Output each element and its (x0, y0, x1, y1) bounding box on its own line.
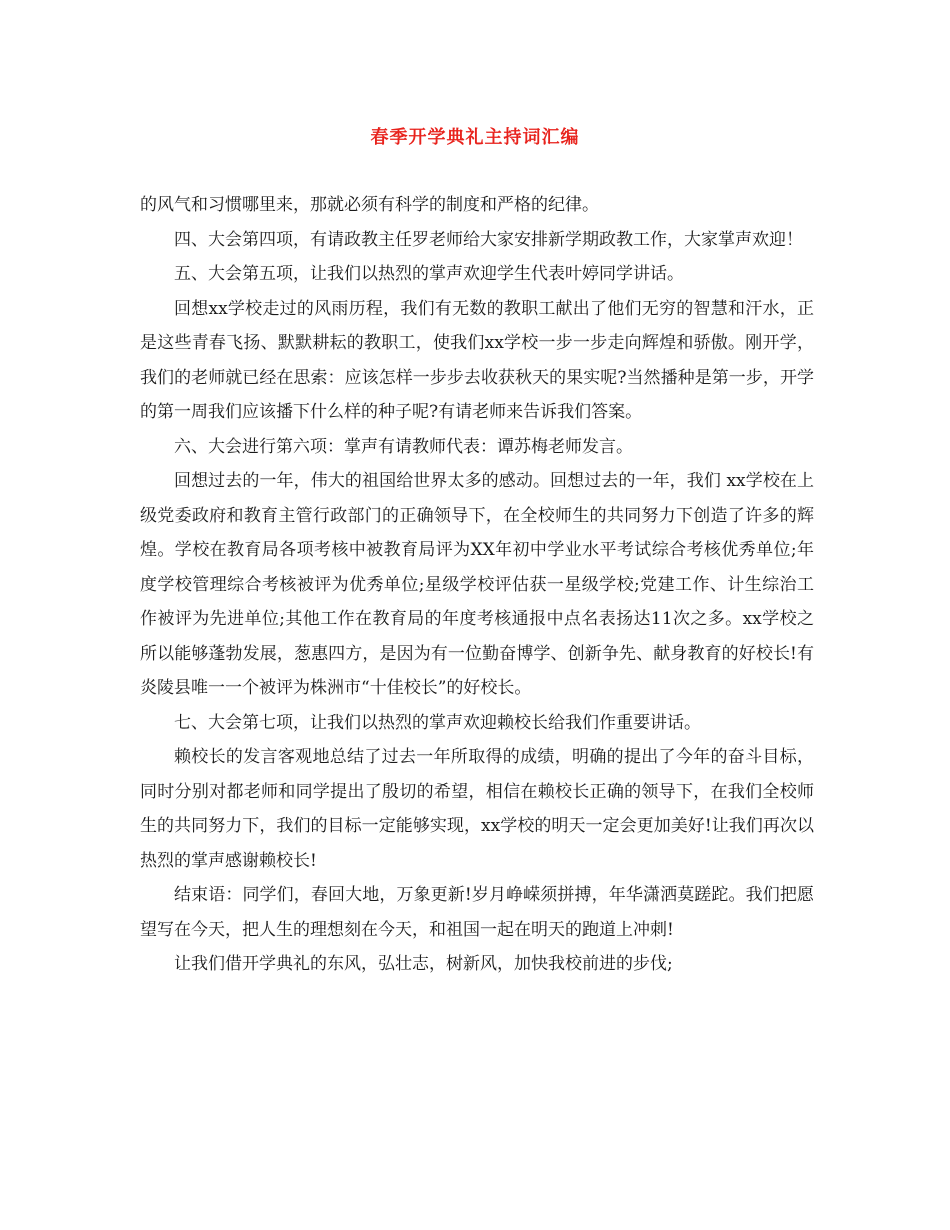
document-body (140, 188, 814, 982)
paragraph: 四、大会第四项，有请政教主任罗老师给大家安排新学期政教工作，大家掌声欢迎！ (174, 229, 803, 250)
paragraph: 让我们借开学典礼的东风，弘壮志，树新风，加快我校前进的步伐; (174, 954, 673, 974)
paragraph: 六、大会进行第六项：掌声有请教师代表：谭苏梅老师发言。 (174, 436, 633, 457)
paragraph: 五、大会第五项，让我们以热烈的掌声欢迎学生代表叶婷同学讲话。 (174, 264, 684, 284)
paragraph: 的风气和习惯哪里来，那就必须有科学的制度和严格的纪律。 (140, 195, 599, 215)
paragraph: 回想过去的一年，伟大的祖国给世界太多的感动。回想过去的一年，我们 xx学校在上级党委政府和教育主管行政部门的正确领导下，在全校师生的共同努力下创造了许多的辉煌。学校在教育局各项考核中被教育局评为XX年初中学业水平考试综合考核优秀单位;年度学校管理综合考核被评为优秀单位;星级学校评估获一星级学校;党建工作、计生综治工作被评为先进单位;其他工作在教育局的年度考核通报中点名表扬达11次之多。xx学校之所以能够蓬勃发展，葱惠四方，是因为有一位勤奋博学、创新争先、献身教育的好校长!有炎陵县唯一一个被评为株洲市“十佳校长”的好校长。 (140, 471, 814, 698)
paragraph: 赖校长的发言客观地总结了过去一年所取得的成绩，明确的提出了今年的奋斗目标，同时分别对都老师和同学提出了殷切的希望，相信在赖校长正确的领导下，在我们全校师生的共同努力下，我们的目标一定能够实现，xx学校的明天一定会更加美好!让我们再次以热烈的掌声感谢赖校长! (140, 747, 814, 871)
paragraph: 结束语：同学们，春回大地，万象更新!岁月峥嵘须拼搏，年华潇洒莫蹉跎。我们把愿望写在今天，把人生的理想刻在今天，和祖国一起在明天的跑道上冲刺! (140, 885, 814, 940)
paragraph: 回想xx学校走过的风雨历程，我们有无数的教职工献出了他们无穷的智慧和汗水，正是这些青春飞扬、默默耕耘的教职工，使我们xx学校一步一步走向辉煌和骄傲。刚开学，我们的老师就已经在思索：应该怎样一步步去收获秋天的果实呢?当然播种是第一步，开学的第一周我们应该播下什么样的种子呢?有请老师来告诉我们答案。 (140, 298, 814, 422)
document-title: 春季开学典礼主持词汇编 (370, 127, 580, 148)
paragraph: 七、大会第七项，让我们以热烈的掌声欢迎赖校长给我们作重要讲话。 (174, 712, 701, 733)
